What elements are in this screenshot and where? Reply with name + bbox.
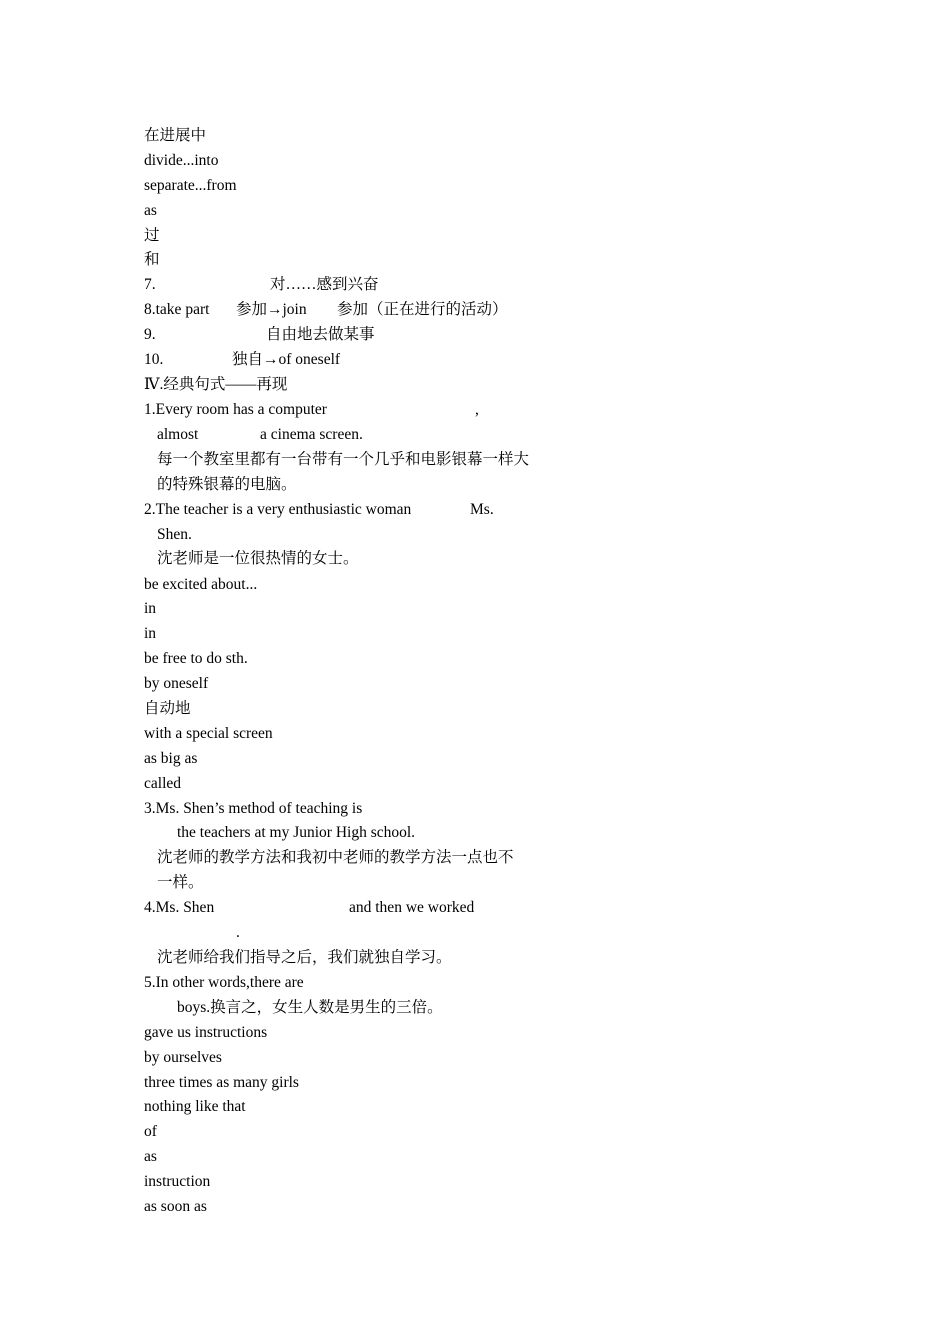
item-9-line	[144, 325, 375, 345]
answer-line: 自动地	[144, 700, 191, 717]
item-text: 参加→join	[236, 301, 307, 318]
answer-line: as	[144, 1148, 157, 1165]
text-line: 和	[144, 251, 160, 268]
item-number: 9.	[144, 326, 156, 343]
text-line: 过	[144, 227, 160, 244]
answer-line: as soon as	[144, 1198, 207, 1215]
text-line: as	[144, 202, 157, 219]
answer-line: with a special screen	[144, 725, 273, 742]
item-text: 8.take part	[144, 301, 210, 318]
sentence-text: 1.Every room has a computer	[144, 401, 327, 418]
sentence-text: .	[236, 924, 240, 941]
sentence-1-line	[144, 400, 479, 420]
sentence-text: the teachers at my Junior High school.	[177, 824, 416, 841]
answer-line: in	[144, 625, 157, 642]
section-heading: Ⅳ.经典句式——再现	[144, 376, 288, 393]
translation-line: 一样。	[157, 874, 204, 891]
answer-line: called	[144, 775, 182, 792]
sentence-text: a cinema screen.	[260, 426, 363, 443]
sentence-text: ,	[475, 401, 479, 418]
sentence-text: and then we worked	[349, 899, 475, 916]
translation-line: 沈老师是一位很热情的女士。	[157, 550, 359, 567]
sentence-text: boys.换言之，女生人数是男生的三倍。	[177, 999, 443, 1016]
answer-line: in	[144, 600, 157, 617]
item-text: 自由地去做某事	[266, 326, 375, 343]
answer-line: as big as	[144, 750, 198, 767]
translation-line: 每一个教室里都有一台带有一个几乎和电影银幕一样大	[157, 451, 530, 468]
sentence-text: Shen.	[157, 526, 192, 543]
answer-line: by ourselves	[144, 1049, 222, 1066]
item-8-line	[144, 300, 508, 320]
answer-line: be excited about...	[144, 576, 258, 593]
answer-line: of	[144, 1123, 157, 1140]
item-text: 独自→of oneself	[232, 351, 341, 368]
answer-line: three times as many girls	[144, 1074, 299, 1091]
item-number: 7.	[144, 276, 156, 293]
text-line: divide...into	[144, 152, 219, 169]
sentence-2-line	[144, 500, 494, 520]
sentence-text: 4.Ms. Shen	[144, 899, 215, 916]
translation-line: 沈老师给我们指导之后，我们就独自学习。	[157, 949, 452, 966]
answer-line: instruction	[144, 1173, 211, 1190]
sentence-text: almost	[157, 426, 199, 443]
answer-line: by oneself	[144, 675, 209, 692]
item-number: 10.	[144, 351, 164, 368]
translation-line: 的特殊银幕的电脑。	[157, 476, 297, 493]
item-7-line	[144, 275, 379, 295]
sentence-text: Ms.	[470, 501, 494, 518]
answer-line: nothing like that	[144, 1098, 246, 1115]
sentence-1-cont	[144, 425, 363, 445]
item-10-line	[144, 350, 341, 370]
sentence-3-line: 3.Ms. Shen’s method of teaching is	[144, 800, 363, 817]
text-line: separate...from	[144, 177, 237, 194]
item-text: 参加（正在进行的活动）	[337, 301, 508, 318]
item-text: 对……感到兴奋	[270, 276, 379, 293]
answer-line: be free to do sth.	[144, 650, 248, 667]
sentence-4-line	[144, 898, 475, 918]
answer-line: gave us instructions	[144, 1024, 268, 1041]
text-line: 在进展中	[144, 127, 207, 144]
translation-line: 沈老师的教学方法和我初中老师的教学方法一点也不	[157, 849, 514, 866]
sentence-5-line: 5.In other words,there are	[144, 974, 304, 991]
sentence-text: 2.The teacher is a very enthusiastic woman	[144, 501, 412, 518]
